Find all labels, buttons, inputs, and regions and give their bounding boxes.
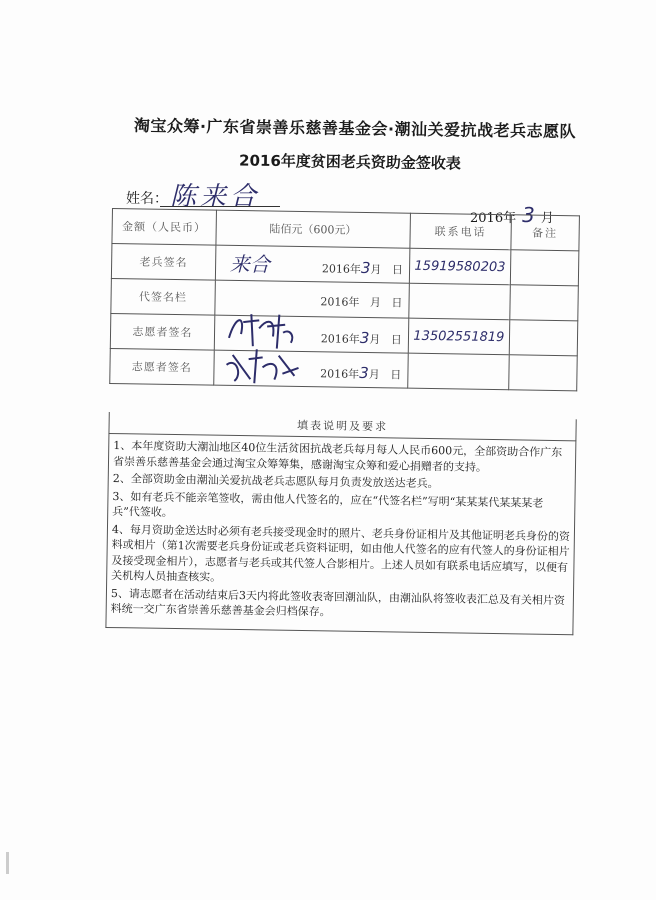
- document-title: 淘宝众筹·广东省崇善乐慈善基金会·潮汕关爱抗战老兵志愿队: [133, 115, 577, 142]
- name-underline: [160, 206, 280, 207]
- row-date-year: 2016年: [320, 367, 360, 381]
- instructions-header: 填表说明及要求: [108, 412, 576, 441]
- row-date-day-suffix: 日: [391, 296, 403, 310]
- row-date-month-suffix: 月: [368, 368, 380, 382]
- row-date: [320, 293, 402, 310]
- row-label: 老兵签名: [111, 244, 215, 281]
- instruction-item: 5、请志愿者在活动结束后3天内将此签收表寄回潮汕队，由潮汕队将签收表汇总及有关相片资料统一交广东省崇善乐慈善基金会归档保存。: [110, 586, 565, 619]
- row-date-year: 2016年: [320, 332, 360, 346]
- phone-cell: [409, 283, 511, 320]
- signature-table: [109, 208, 580, 391]
- instruction-item: 4、每月资助金送达时必须有老兵接受现金时的照片、老兵身份证相片及其他证明老兵身份的资料或相片（第1次需要老兵身份证或老兵资料证明，如由他人代签名的应有代签人的身份证相片及接受现金相片），志愿者与老兵或其代签人合影相片。上述人员如有联系电话应填写，以便有关机构人员抽查核实。: [111, 522, 571, 584]
- row-date: [321, 328, 402, 347]
- instruction-item: 1、本年度资助大潮汕地区40位生活贫困抗战老兵每月每人人民币600元，全部资助合作广东省崇善乐慈善基金会通过淘宝众筹筹集，感谢淘宝众筹和爱心捐赠者的支持。: [112, 439, 563, 474]
- row-date-month-suffix: 月: [370, 263, 382, 277]
- signature-cell: [215, 245, 410, 283]
- row-date-year: 2016年: [321, 262, 361, 276]
- note-cell: [509, 355, 578, 391]
- amount-value: 陆佰元（600元）: [216, 210, 411, 248]
- document-subtitle: 2016年度贫困老兵资助金签收表: [239, 151, 461, 173]
- instructions-box: [105, 434, 576, 635]
- row-date-day-suffix: 日: [390, 333, 402, 347]
- instruction-item: 3、如有老兵不能亲笔签收，需由他人代签名的，应在“代签名栏”写明“某某某代某某某老兵”代签收。: [112, 489, 544, 519]
- row-date-month: 3: [359, 328, 370, 348]
- row-date-month: 3: [359, 363, 369, 383]
- phone-cell: [408, 318, 510, 355]
- row-date-day-suffix: 日: [390, 368, 402, 382]
- row-label: 代签名栏: [111, 278, 215, 315]
- row-date-month-suffix: 月: [369, 333, 381, 347]
- row-date: [322, 258, 403, 277]
- phone-cell: [408, 353, 510, 390]
- form-date-month: 3: [522, 203, 535, 227]
- row-date-month: 3: [360, 258, 371, 278]
- row-date: [320, 363, 401, 382]
- phone-cell: [409, 248, 511, 285]
- row-date-day-suffix: 日: [391, 263, 404, 277]
- note-label: 备注: [511, 215, 580, 251]
- form-date-month-suffix: 月: [540, 211, 554, 226]
- contact-label: 联系电话: [410, 213, 512, 250]
- amount-label: 金额（人民币）: [112, 209, 216, 246]
- scan-edge-mark: [6, 852, 9, 874]
- note-cell: [510, 285, 579, 321]
- row-label: 志愿者签名: [110, 348, 214, 385]
- handwritten-name: 陈来合: [170, 182, 261, 212]
- note-cell: [509, 320, 578, 356]
- veteran-signature: 来合: [229, 251, 271, 277]
- table-row: [110, 348, 577, 390]
- signature-cell: [213, 350, 408, 388]
- row-date-month-suffix: 月: [369, 296, 382, 310]
- phone-number: 15919580203: [414, 258, 506, 275]
- instruction-item: 2、全部资助金由潮汕关爱抗战老兵志愿队每月负责发放送达老兵。: [112, 472, 439, 491]
- phone-number: 13502551819: [413, 328, 505, 345]
- form-date-year: 2016年: [470, 211, 517, 226]
- row-label: 志愿者签名: [110, 313, 214, 350]
- name-label: 姓名：: [126, 191, 168, 207]
- signature-form: [105, 208, 588, 645]
- note-cell: [510, 250, 579, 286]
- row-date-year: 2016年: [320, 295, 360, 309]
- volunteer-signature-scribble: [222, 345, 303, 390]
